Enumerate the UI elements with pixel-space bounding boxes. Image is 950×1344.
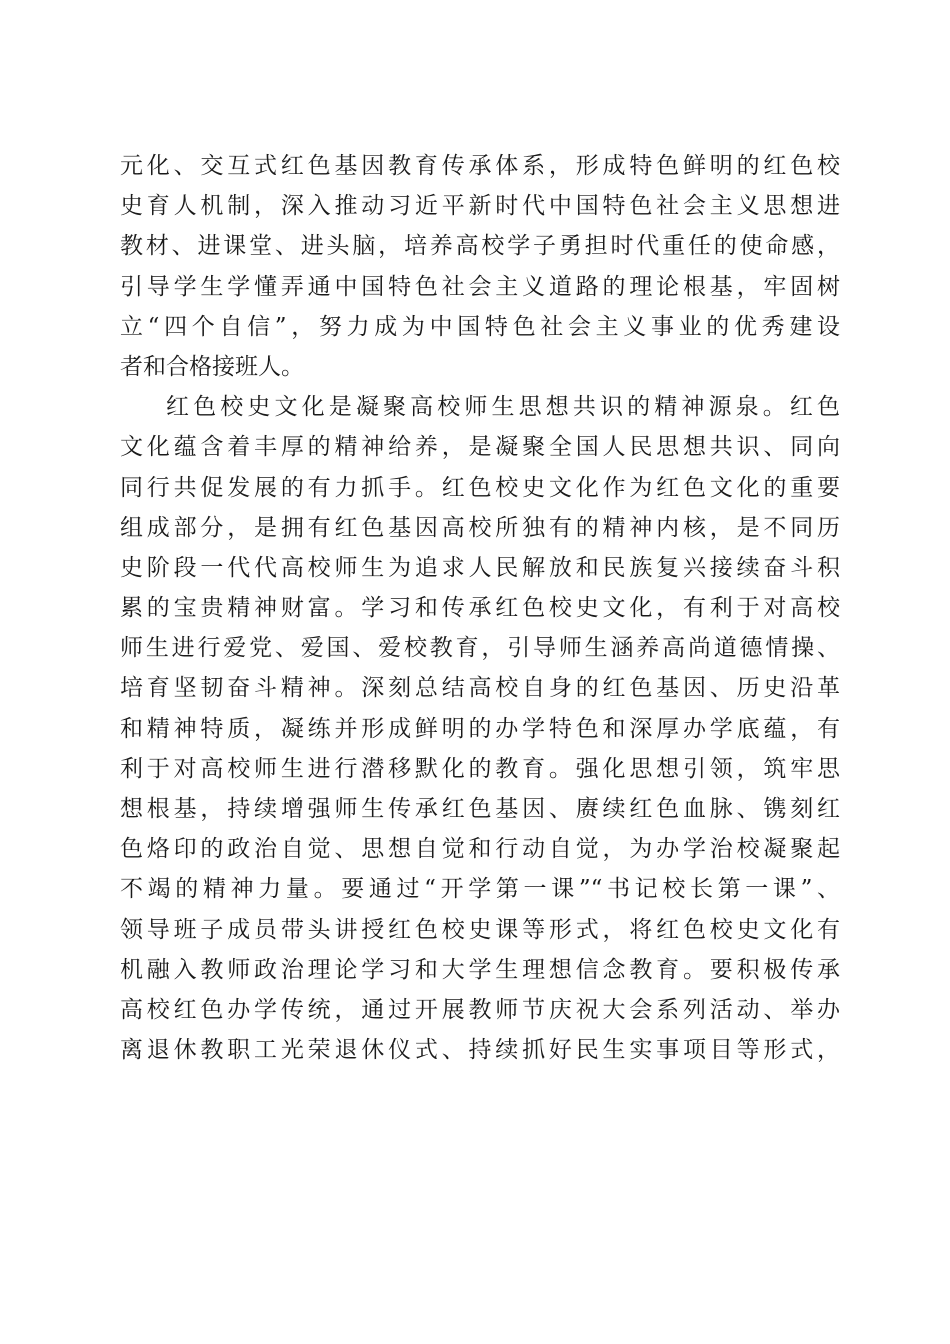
text-line: 同行共促发展的有力抓手。红色校史文化作为红色文化的重要 — [120, 474, 840, 501]
paragraph-2 — [120, 387, 840, 1070]
text-line: 引导学生学懂弄通中国特色社会主义道路的理论根基，牢固树 — [120, 273, 840, 300]
body-text — [120, 146, 840, 1070]
text-line: 和精神特质，凝练并形成鲜明的办学特色和深厚办学底蕴，有 — [120, 715, 840, 742]
text-line: 元化、交互式红色基因教育传承体系，形成特色鲜明的红色校 — [120, 153, 840, 179]
text-line: 立“四个自信”，努力成为中国特色社会主义事业的优秀建设 — [120, 313, 840, 340]
text-line: 史阶段一代代高校师生为追求人民解放和民族复兴接续奋斗积 — [120, 554, 840, 581]
text-line: 领导班子成员带头讲授红色校史课等形式，将红色校史文化有 — [120, 916, 840, 943]
paragraph-1 — [120, 146, 840, 387]
text-line: 离退休教职工光荣退休仪式、持续抓好民生实事项目等形式， — [120, 1037, 840, 1064]
text-line: 高校红色办学传统，通过开展教师节庆祝大会系列活动、举办 — [120, 996, 840, 1023]
text-line: 累的宝贵精神财富。学习和传承红色校史文化，有利于对高校 — [120, 595, 840, 622]
text-line: 色烙印的政治自觉、思想自觉和行动自觉，为办学治校凝聚起 — [120, 836, 840, 863]
text-line: 组成部分，是拥有红色基因高校所独有的精神内核，是不同历 — [120, 514, 840, 541]
text-line: 教材、进课堂、进头脑，培养高校学子勇担时代重任的使命感， — [120, 233, 840, 260]
text-line: 机融入教师政治理论学习和大学生理想信念教育。要积极传承 — [120, 956, 840, 983]
text-line: 不竭的精神力量。要通过“开学第一课”“书记校长第一课”、 — [120, 876, 840, 903]
text-line: 文化蕴含着丰厚的精神给养，是凝聚全国人民思想共识、同向 — [120, 434, 840, 461]
text-line: 利于对高校师生进行潜移默化的教育。强化思想引领，筑牢思 — [120, 755, 840, 782]
text-line: 者和合格接班人。 — [120, 353, 304, 380]
text-line: 想根基，持续增强师生传承红色基因、赓续红色血脉、镌刻红 — [120, 796, 840, 822]
text-line: 红色校史文化是凝聚高校师生思想共识的精神源泉。红色 — [166, 394, 840, 421]
text-line: 史育人机制，深入推动习近平新时代中国特色社会主义思想进 — [120, 193, 840, 220]
text-line: 师生进行爱党、爱国、爱校教育，引导师生涵养高尚道德情操、 — [120, 635, 840, 662]
text-line: 培育坚韧奋斗精神。深刻总结高校自身的红色基因、历史沿革 — [120, 675, 840, 702]
